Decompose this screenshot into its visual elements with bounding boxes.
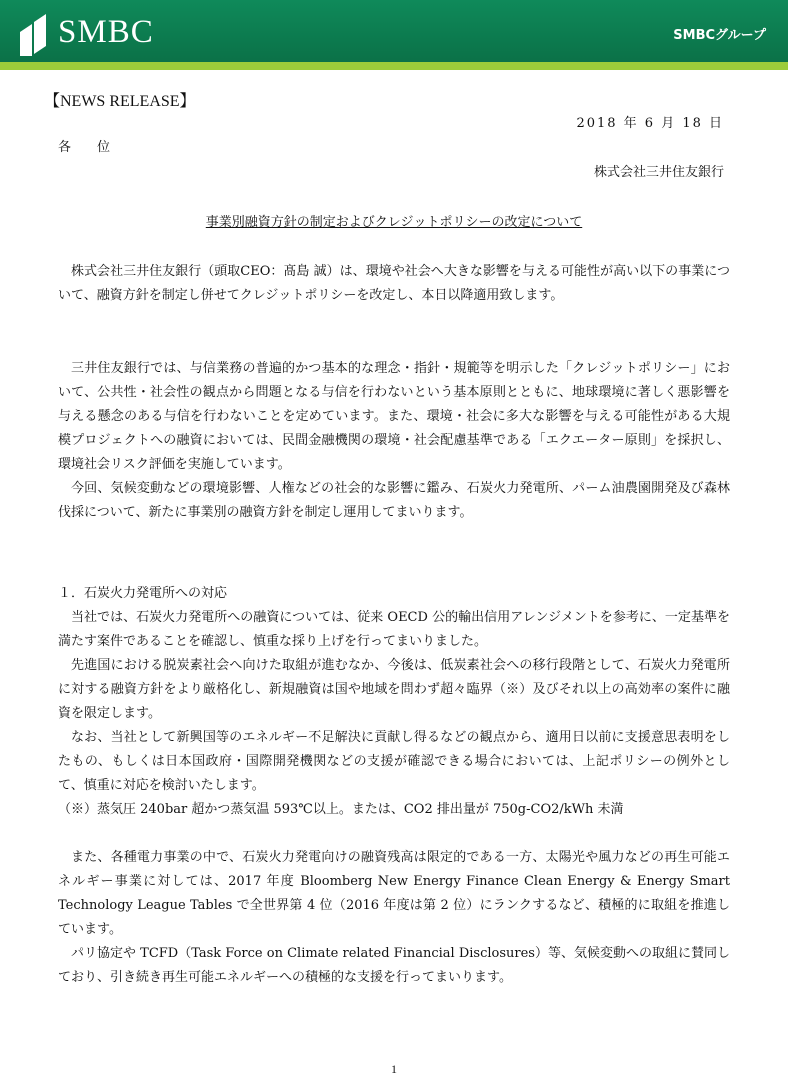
section-1-paragraph-3: なお、当社として新興国等のエネルギー不足解決に貢献し得るなどの観点から、適用日以前に支援意思表明をしたもの、もしくは日本国政府・国際開発機関などの支援が確認できる場合においては、上記ポリシーの例外として、慎重に対応を検討いたします。 bbox=[58, 730, 730, 793]
policy-paragraph: 今回、気候変動などの環境影響、人権などの社会的な影響に鑑み、石炭火力発電所、パーム油農園開発及び森林伐採について、新たに事業別の融資方針を制定し運用してまいります。 bbox=[58, 481, 730, 520]
logo-text: SMBC bbox=[58, 14, 154, 50]
smbc-logo-icon bbox=[18, 12, 48, 58]
section-1-heading: １．石炭火力発電所への対応 bbox=[58, 586, 228, 601]
section-1-paragraph-2: 先進国における脱炭素社会へ向けた取組が進むなか、今後は、低炭素社会への移行段階として、石炭火力発電所に対する融資方針をより厳格化し、新規融資は国や地域を問わず超々臨界（※）及びそれ以上の高効率の案件に融資を限定します。 bbox=[58, 658, 730, 721]
intro-paragraph: 株式会社三井住友銀行（頭取CEO：髙島 誠）は、環境や社会へ大きな影響を与える可能性が高い以下の事業について、融資方針を制定し併せてクレジットポリシーを改定し、本日以降適用致します。 bbox=[58, 264, 730, 303]
section-1-paragraph-1: 当社では、石炭火力発電所への融資については、従来 OECD 公的輸出信用アレンジメントを参考に、一定基準を満たす案件であることを確認し、慎重な採り上げを行ってまいりました。 bbox=[58, 610, 730, 649]
news-release-label: 【NEWS RELEASE】 bbox=[44, 93, 196, 110]
group-label: SMBCグループ bbox=[673, 28, 766, 43]
addressee: 各 位 bbox=[58, 140, 111, 155]
background-block bbox=[58, 357, 730, 525]
section-1-paragraph-5: パリ協定や TCFD（Task Force on Climate related Financial Disclosures）等、気候変動への取組に賛同しており、引き続き再生可能エネルギーへの積極的な支援を行ってまいります。 bbox=[58, 946, 730, 985]
header-accent-stripe bbox=[0, 62, 788, 70]
background-paragraph: 三井住友銀行では、与信業務の普遍的かつ基本的な理念・指針・規範等を明示した「クレジットポリシー」において、公共性・社会性の観点から問題となる与信を行わないという基本原則とともに、地球環境に著しく悪影響を与える懸念のある与信を行わないことを定めています。また、環境・社会に多大な影響を与える可能性がある大規模プロジェクトへの融資においては、民間金融機関の環境・社会配慮基準である「エクエーター原則」を採択し、環境社会リスク評価を実施しています。 bbox=[58, 361, 730, 472]
section-1-paragraph-4: また、各種電力事業の中で、石炭火力発電向けの融資残高は限定的である一方、太陽光や風力などの再生可能エネルギー事業に対しては、2017 年度 Bloomberg New Energy Finance Clean Energy & Energy Smart Technology League Tables で全世界第 4 位（2016 年度は第 2 位）にランクするなど、積極的に取組を推進しています。 bbox=[58, 850, 730, 937]
intro-block bbox=[58, 260, 730, 308]
footnote: （※）蒸気圧 240bar 超かつ蒸気温 593℃以上。または、CO2 排出量が 750g-CO2/kWh 未満 bbox=[58, 802, 624, 817]
header-bar bbox=[0, 0, 788, 70]
sender: 株式会社三井住友銀行 bbox=[593, 165, 724, 180]
release-date: 2018 年 6 月 18 日 bbox=[576, 116, 724, 131]
page-number: 1 bbox=[391, 1062, 397, 1076]
section-1 bbox=[58, 582, 730, 990]
document-title: 事業別融資方針の制定およびクレジットポリシーの改定について bbox=[205, 215, 583, 230]
